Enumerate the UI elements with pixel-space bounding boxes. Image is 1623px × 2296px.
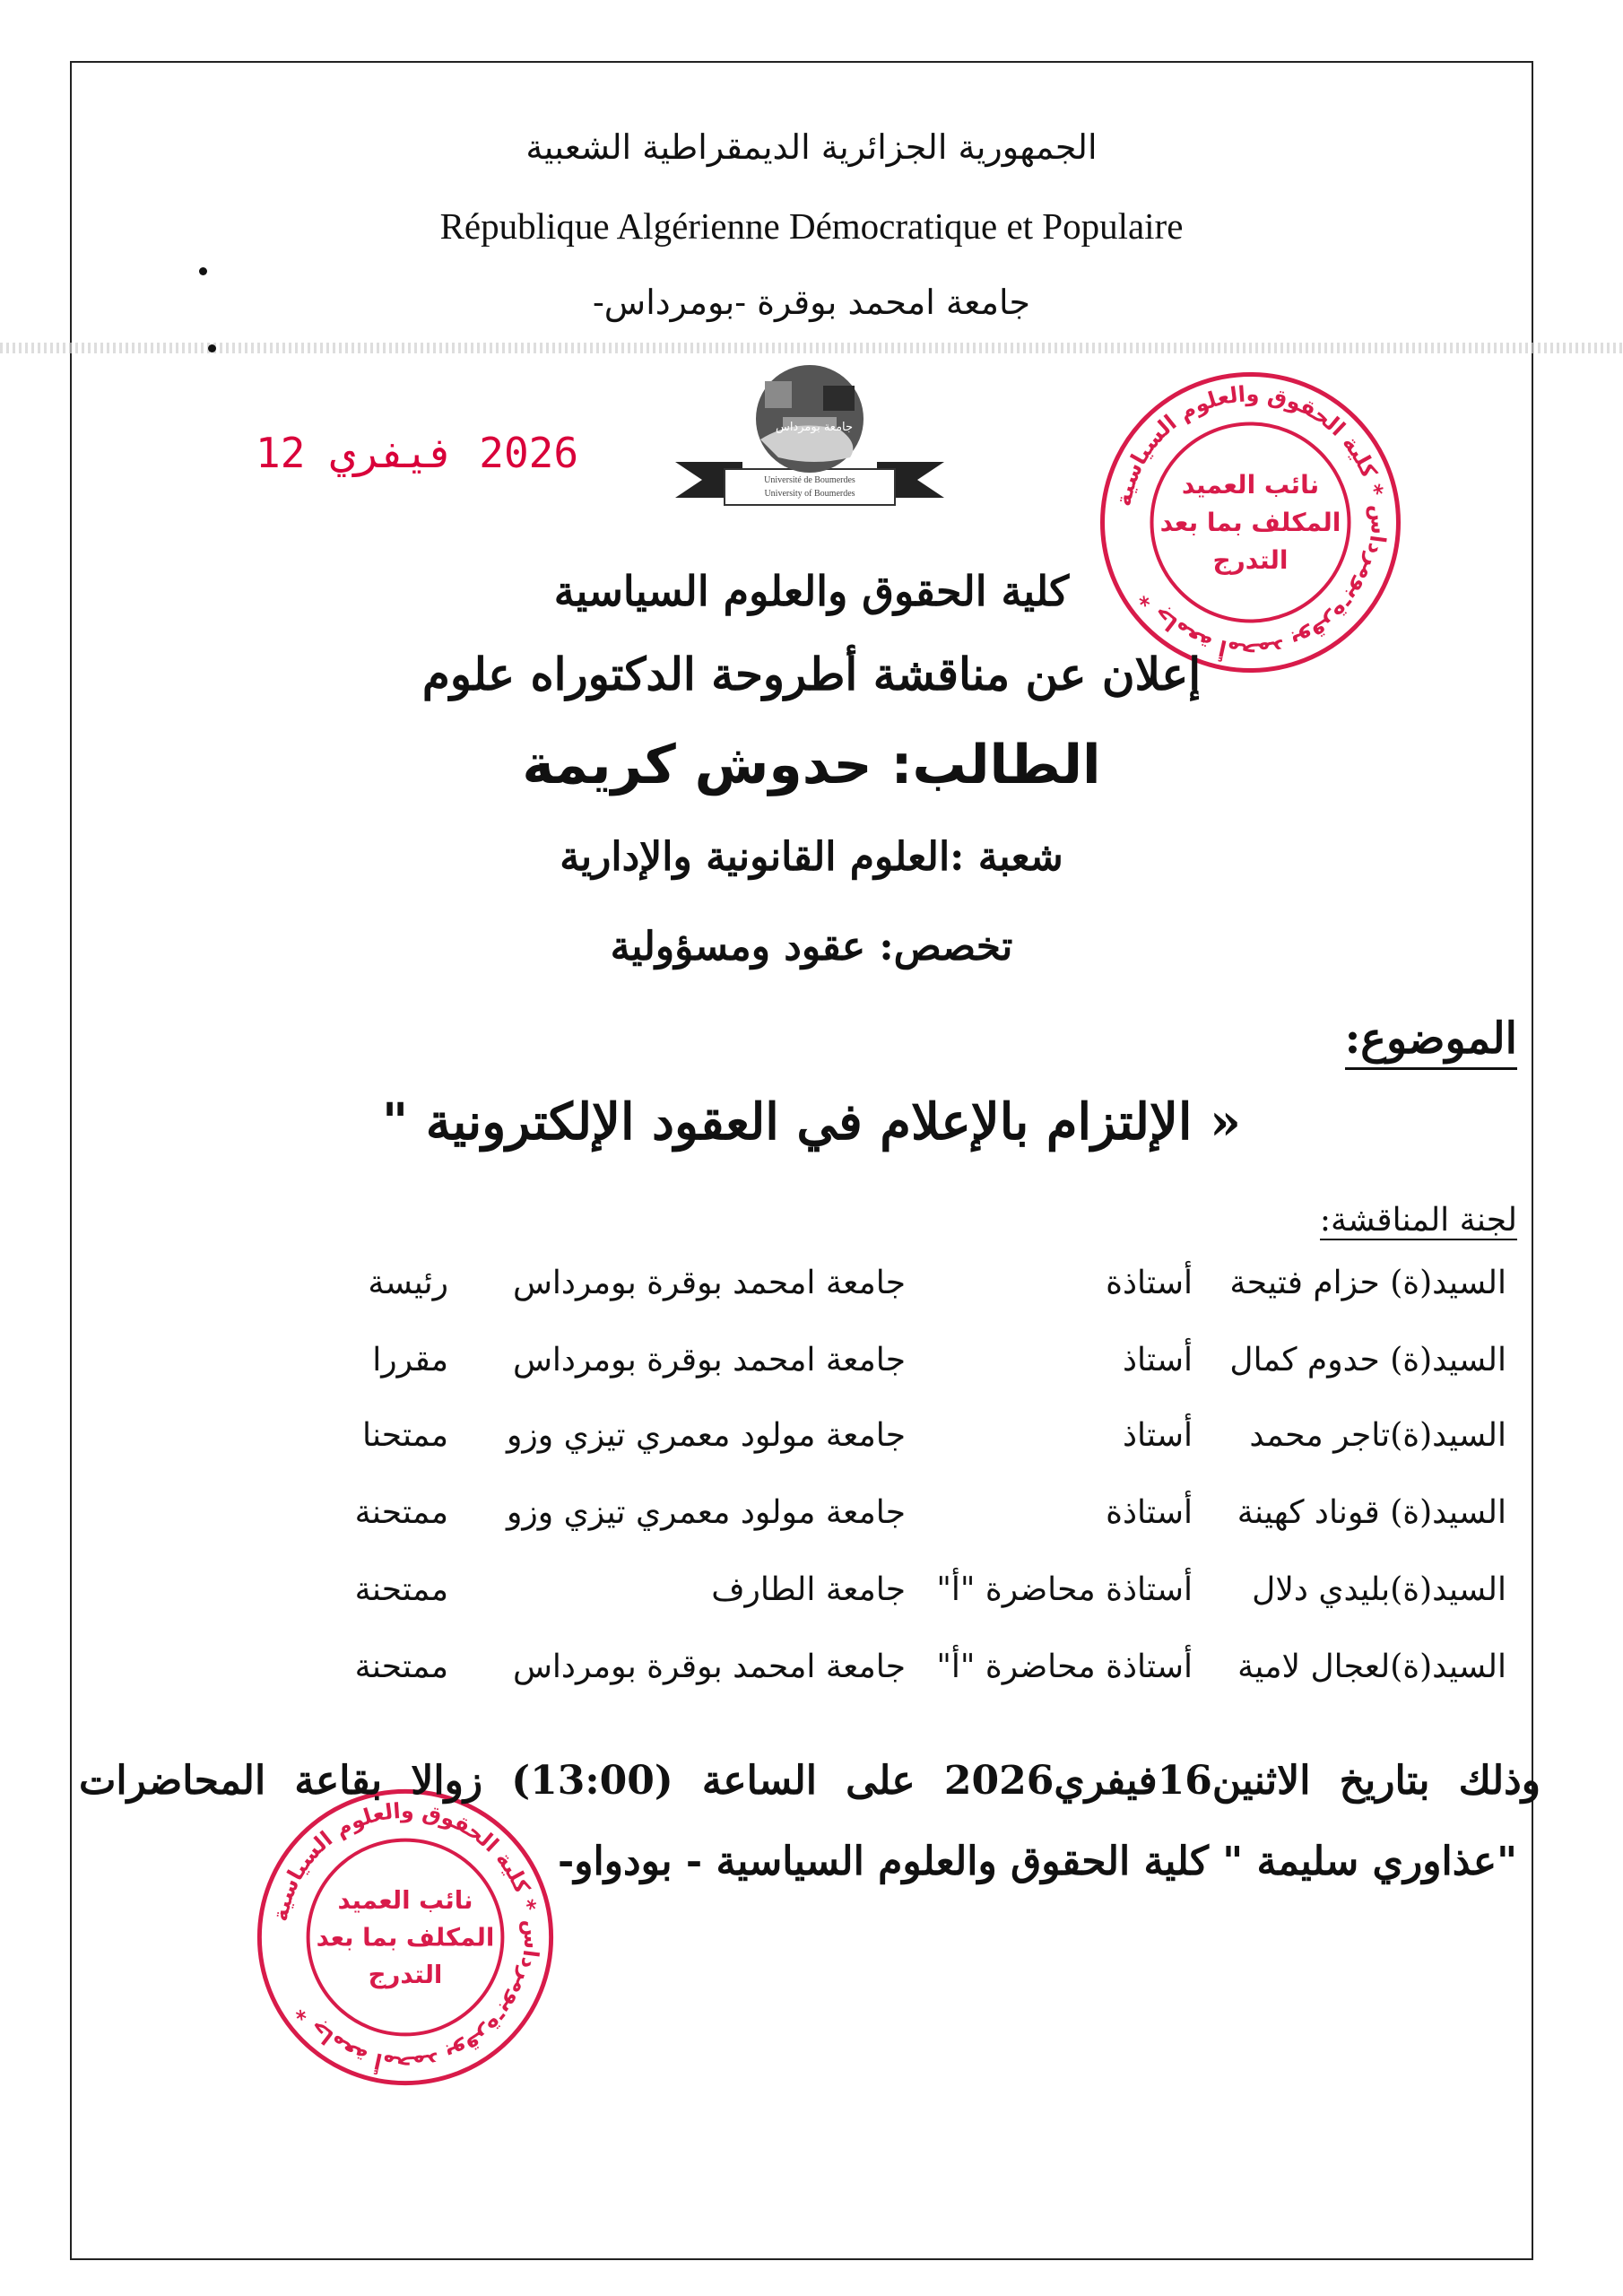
stamp-ring-text: جامعة أمحمد بوقرة-بومرداس * كلية الحقوق والعلوم السياسية * [1110,381,1392,664]
republic-arabic: الجمهورية الجزائرية الديمقراطية الشعبية [525,127,1098,167]
member-university: جامعة الطارف [711,1571,906,1608]
university-logo [671,363,949,520]
vice-dean-stamp [253,1785,558,2090]
stamp-line2: المكلف بما بعد [1159,508,1341,537]
member-university: جامعة امحمد بوقرة بومرداس [512,1265,906,1301]
member-rank: أستاذ [1122,1342,1193,1378]
logo-english-text: University of Boumerdes [764,489,855,499]
republic-french: République Algérienne Démocratique et Populaire [439,205,1184,247]
subject-label: الموضوع: [1345,1013,1517,1070]
committee-member-row [0,1417,1623,1471]
member-name: السيد(ة) حدوم كمال [1229,1342,1506,1378]
member-name: السيد(ة)بليدي دلال [1252,1571,1506,1608]
logo-french-text: Université de Boumerdes [764,475,855,485]
stamp-line1: نائب العميد [1181,470,1320,500]
defense-date-line: وذلك بتاريخ الاثنين16فيفري2026 على الساعة (13:00) زوالا بقاعة المحاضرات [79,1758,1541,1804]
member-rank: أستاذة محاضرة "أ" [936,1648,1193,1685]
member-university: جامعة امحمد بوقرة بومرداس [512,1342,906,1378]
committee-member-row [0,1342,1623,1396]
scan-speck [199,267,207,275]
announcement-title: إعلان عن مناقشة أطروحة الدكتوراه علوم [421,648,1202,700]
student-name: الطالب: حدوش كريمة [522,734,1101,796]
date-received-stamp: 2026 فيفري 12 [256,429,579,477]
member-rank: أستاذ [1122,1417,1193,1454]
member-university: جامعة مولود معمري تيزي وزو [506,1417,906,1454]
committee-member-row [0,1494,1623,1548]
member-name: السيد(ة) قوناد كهينة [1237,1494,1506,1531]
stamp-line3: التدرج [1212,545,1289,575]
committee-member-row [0,1265,1623,1318]
stamp-ring-text: جامعة أمحمد بوقرة-بومرداس * كلية الحقوق والعلوم السياسية * [267,1797,545,2077]
committee-member-row [0,1571,1623,1625]
scan-speck [208,344,216,352]
scan-artifact-line [0,343,1623,353]
member-role: مقررا [372,1342,448,1378]
member-role: ممتحنة [354,1571,448,1608]
vice-dean-stamp [1096,368,1405,677]
member-university: جامعة امحمد بوقرة بومرداس [512,1648,906,1685]
member-role: رئيسة [368,1265,448,1301]
logo-arabic-text: جامعة بومرداس [775,421,854,434]
member-rank: أستاذة [1106,1494,1193,1531]
member-name: السيد(ة) حزام فتيحة [1229,1265,1506,1301]
committee-member-row [0,1648,1623,1702]
thesis-subject: « الإلتزام بالإعلام في العقود الإلكترونية " [382,1092,1241,1152]
member-rank: أستاذة [1106,1265,1193,1301]
committee-label: لجنة المناقشة: [1319,1202,1517,1239]
branch-field: شعبة :العلوم القانونية والإدارية [560,834,1063,880]
member-rank: أستاذة محاضرة "أ" [936,1571,1193,1608]
member-university: جامعة مولود معمري تيزي وزو [506,1494,906,1531]
member-role: ممتحنة [354,1494,448,1531]
member-role: ممتحنة [354,1648,448,1685]
member-role: ممتحنا [361,1417,448,1454]
member-name: السيد(ة)تاجر محمد [1249,1417,1506,1454]
university-name: جامعة امحمد بوقرة -بومرداس- [592,283,1031,322]
defense-location-line: "عذاوري سليمة " كلية الحقوق والعلوم السياسية - بودواو- [558,1839,1517,1884]
faculty-title: كلية الحقوق والعلوم السياسية [553,567,1070,615]
member-name: السيد(ة)لعجال لامية [1237,1648,1506,1685]
stamp-line2: المكلف بما بعد [316,1922,495,1952]
stamp-line1: نائب العميد [337,1884,473,1915]
stamp-line3: التدرج [368,1959,443,1989]
specialty-field: تخصص: عقود ومسؤولية [610,924,1013,970]
